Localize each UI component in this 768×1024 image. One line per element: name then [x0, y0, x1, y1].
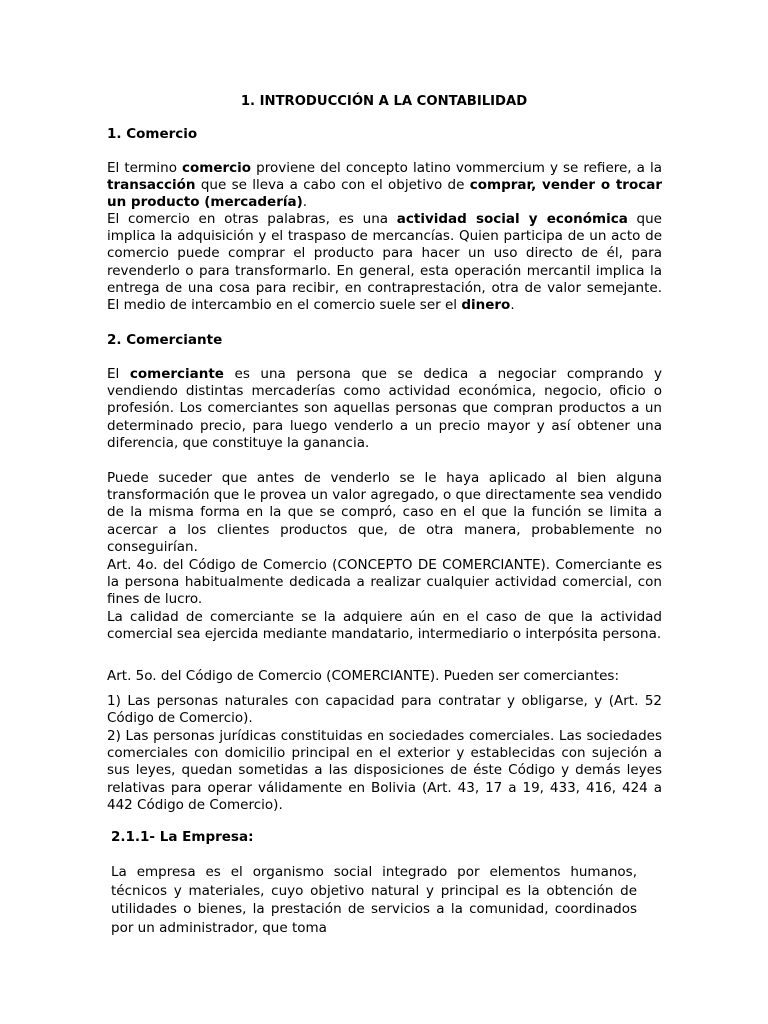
paragraph-art5: Art. 5o. del Código de Comercio (COMERCIANTE). Pueden ser comerciantes:	[107, 668, 619, 684]
section-heading-empresa: 2.1.1- La Empresa:	[111, 829, 254, 845]
bold-term-comercio: comercio	[182, 160, 252, 176]
bold-term-dinero: dinero	[461, 297, 511, 314]
bold-term-transaccion: transacción	[107, 177, 196, 194]
paragraph-art4: Art. 4o. del Código de Comercio (CONCEPTO DE COMERCIANTE). Comerciante es la persona habitualmente dedicada a realizar cualquier actividad comercial, con fines de lucro.	[107, 557, 662, 608]
paragraph-comerciante-definition: El comerciante es una persona que se dedica a negociar comprando y vendiendo distintas mercaderías como actividad económica, negocio, oficio o profesión. Los comerciantes son aquellas personas que compran productos a un determinado precio, para luego venderlo a un precio mayor y así obtener una diferencia, que constituye la ganancia.	[107, 366, 662, 451]
bold-term-actividad: actividad social y económica	[396, 211, 628, 227]
paragraph-comercio-actividad: El comercio en otras palabras, es una actividad social y económica que implica la adquisición y el traspaso de mercancías. Quien participa de un acto de comercio puede comprar el producto para hacer un uso directo de él, para revenderlo o para transformarlo. En general, esta operación mercantil implica la entrega de una cosa para recibir, en contraprestación, otra de valor semejante. El medio de intercambio en el comercio suele ser el dinero.	[107, 211, 662, 314]
list-item-personas-juridicas: 2) Las personas jurídicas constituidas en sociedades comerciales. Las sociedades comerciales con domicilio principal en el exterior y establecidas con sujeción a sus leyes, quedan sometidas a las disposiciones de éste Código y demás leyes relativas para operar válidamente en Bolivia (Art. 43, 17 a 19, 433, 416, 424 a 442 Código de Comercio).	[107, 728, 662, 813]
paragraph-calidad-comerciante: La calidad de comerciante se la adquiere aún en el caso de que la actividad comercial sea ejercida mediante mandatario, intermediario o interpósita persona.	[107, 609, 662, 643]
section-heading-comerciante: 2. Comerciante	[107, 332, 223, 348]
section-heading-comercio: 1. Comercio	[107, 126, 198, 142]
list-item-personas-naturales: 1) Las personas naturales con capacidad para contratar y obligarse, y (Art. 52 Código de Comercio).	[107, 693, 662, 727]
document-title: 1. INTRODUCCIÓN A LA CONTABILIDAD	[240, 94, 528, 109]
paragraph-empresa: La empresa es el organismo social integrado por elementos humanos, técnicos y materiales, cuyo objetivo natural y principal es la obtención de utilidades o bienes, la prestación de servicios a la comunidad, coordinados por un administrador, que toma	[111, 864, 637, 936]
paragraph-comercio-definition: El termino comercio proviene del concepto latino vommercium y se refiere, a la transacción que se lleva a cabo con el objetivo de comprar, vender o trocar un producto (mercadería).	[107, 160, 662, 211]
paragraph-transformacion: Puede suceder que antes de venderlo se le haya aplicado al bien alguna transformación que le provea un valor agregado, o que directamente sea vendido de la misma forma en la que se compró, caso en el que la función se limita a acercar a los clientes productos que, de otra manera, probablemente no conseguirían.	[107, 470, 662, 555]
bold-term-comprar: comprar, vender o trocar un producto (mercadería)	[107, 177, 662, 211]
bold-term-comerciante: comerciante	[129, 366, 224, 382]
